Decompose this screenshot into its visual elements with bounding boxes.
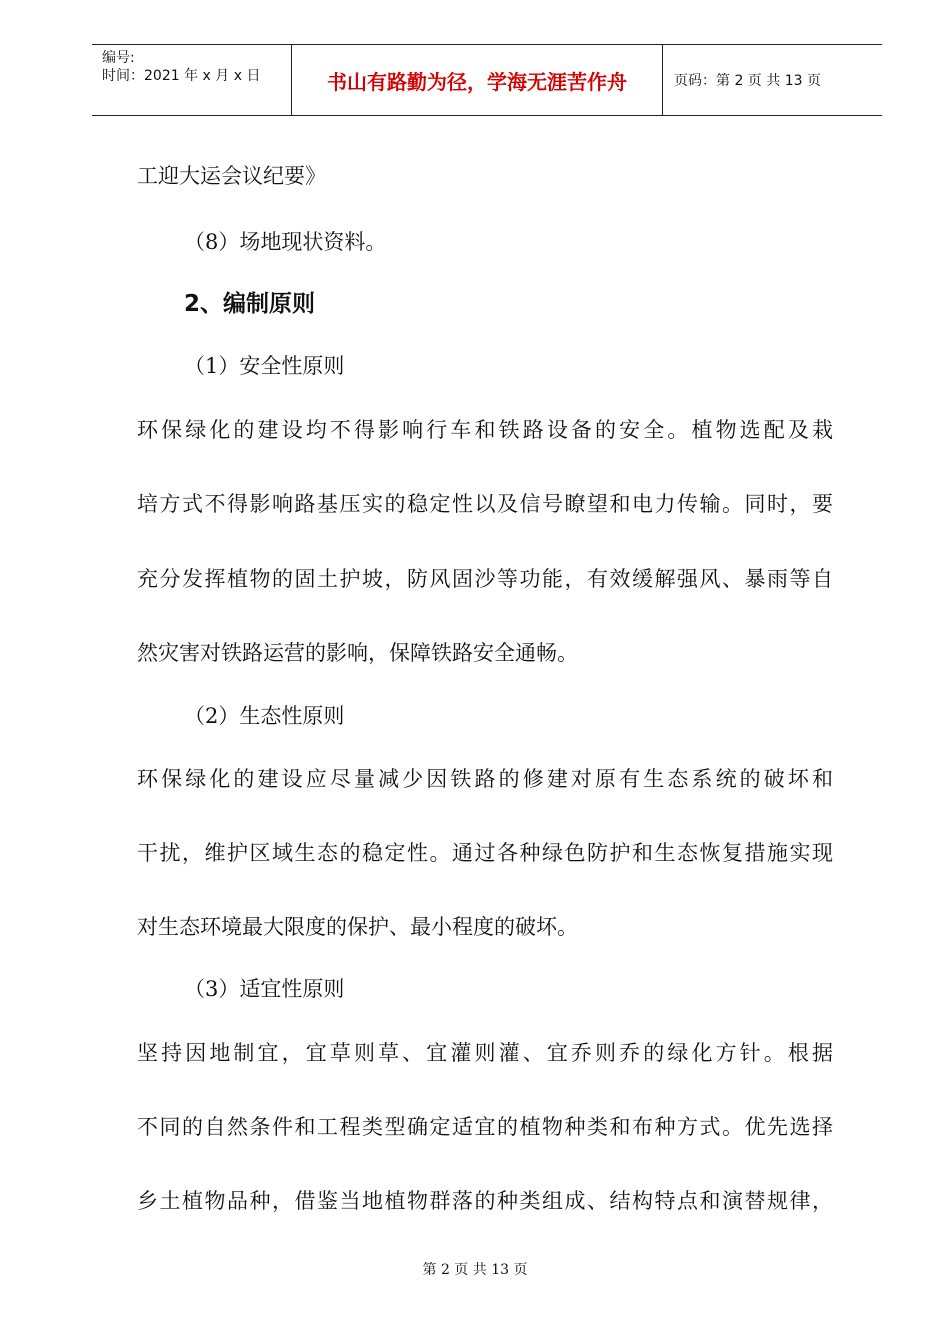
paragraph-line: 坚持因地制宜，宜草则草、宜灌则灌、宜乔则乔的绿化方针。根据	[137, 1041, 833, 1065]
paragraph-line: 充分发挥植物的固土护坡，防风固沙等功能，有效缓解强风、暴雨等自	[137, 567, 833, 591]
subsection-title: （2）生态性原则	[184, 704, 345, 728]
header-motto: 书山有路勤为径，学海无涯苦作舟	[327, 69, 627, 94]
paragraph-line: 干扰，维护区域生态的稳定性。通过各种绿色防护和生态恢复措施实现	[137, 841, 833, 865]
section-heading: 2、编制原则	[184, 291, 316, 317]
header-time-label: 时间：2021 年 x 月 x 日	[102, 68, 261, 84]
header-page-info: 页码：第 2 页 共 13 页	[674, 73, 821, 89]
header-divider	[662, 45, 663, 115]
paragraph-line: 乡土植物品种，借鉴当地植物群落的种类组成、结构特点和演替规律，	[137, 1189, 833, 1213]
subsection-title: （3）适宜性原则	[184, 977, 345, 1001]
paragraph-line: 环保绿化的建设均不得影响行车和铁路设备的安全。植物选配及栽	[137, 418, 833, 442]
header-number-label: 编号:	[102, 50, 135, 66]
page-header	[92, 44, 882, 116]
paragraph-line: 培方式不得影响路基压实的稳定性以及信号瞭望和电力传输。同时，要	[137, 492, 833, 516]
paragraph-line: 不同的自然条件和工程类型确定适宜的植物种类和布种方式。优先选择	[137, 1115, 833, 1139]
paragraph-line: 对生态环境最大限度的保护、最小程度的破坏。	[137, 915, 578, 939]
paragraph-line: 然灾害对铁路运营的影响，保障铁路安全通畅。	[137, 641, 578, 665]
body-line: 工迎大运会议纪要》	[137, 164, 326, 188]
paragraph-line: 环保绿化的建设应尽量减少因铁路的修建对原有生态系统的破坏和	[137, 767, 833, 791]
page-footer: 第 2 页 共 13 页	[422, 1262, 528, 1278]
header-meta	[102, 49, 292, 85]
subsection-title: （1）安全性原则	[184, 354, 345, 378]
list-item: （8）场地现状资料。	[184, 230, 387, 254]
